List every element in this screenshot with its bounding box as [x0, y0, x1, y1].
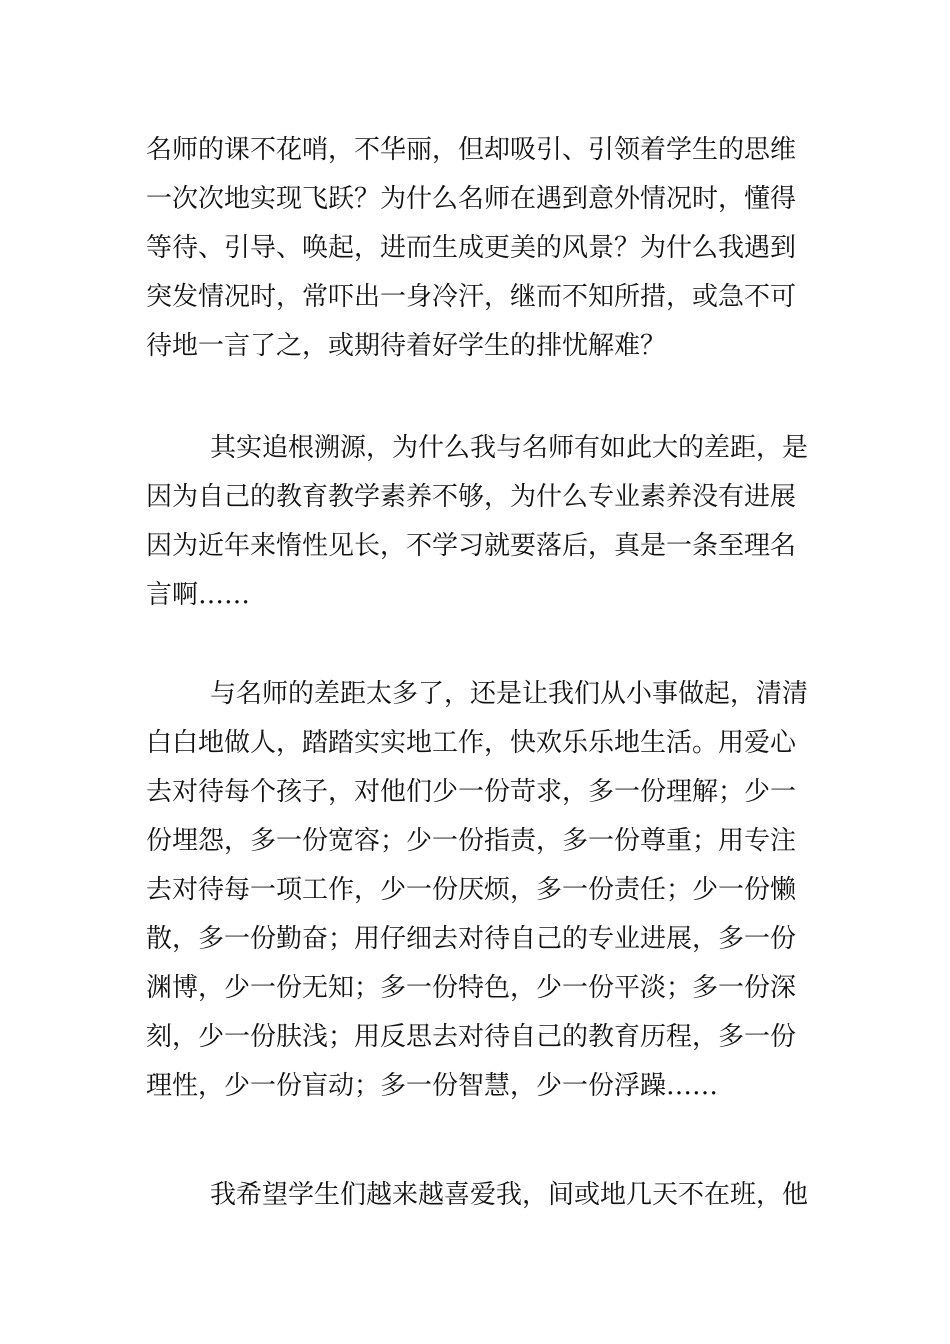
text-line: 理性，少一份盲动；多一份智慧，少一份浮躁……: [146, 1071, 719, 1101]
text-line: 突发情况时，常吓出一身冷汗，继而不知所措，或急不可: [146, 282, 797, 312]
text-line: 因为近年来惰性见长，不学习就要落后，真是一条至理名: [146, 531, 797, 561]
paragraph-1: [146, 126, 810, 371]
text-line: 散，多一份勤奋；用仔细去对待自己的专业进展，多一份: [146, 924, 797, 954]
text-line: 言啊……: [146, 580, 251, 610]
paragraph-2: [146, 424, 810, 620]
text-line: 一次次地实现飞跃？为什么名师在遇到意外情况时，懂得: [146, 184, 797, 214]
text-line: 与名师的差距太多了，还是让我们从小事做起，清清: [210, 679, 809, 709]
text-line: 刻，少一份肤浅；用反思去对待自己的教育历程，多一份: [146, 1022, 797, 1052]
text-line: 份埋怨，多一份宽容；少一份指责，多一份尊重；用专注: [146, 826, 797, 856]
text-line: 我希望学生们越来越喜爱我，间或地几天不在班，他: [210, 1180, 809, 1210]
text-line: 因为自己的教育教学素养不够，为什么专业素养没有进展: [146, 482, 797, 512]
text-line: 名师的课不花哨，不华丽，但却吸引、引领着学生的思维: [146, 135, 797, 165]
text-line: 待地一言了之，或期待着好学生的排忧解难？: [146, 331, 667, 361]
text-line: 白白地做人，踏踏实实地工作，快欢乐乐地生活。用爱心: [146, 728, 797, 758]
text-line: 渊博，少一份无知；多一份特色，少一份平淡；多一份深: [146, 973, 797, 1003]
text-line: 其实追根溯源，为什么我与名师有如此大的差距，是: [210, 433, 809, 463]
text-line: 去对待每一项工作，少一份厌烦，多一份责任；少一份懒: [146, 875, 797, 905]
text-line: 去对待每个孩子，对他们少一份苛求，多一份理解；少一: [146, 777, 797, 807]
text-line: 等待、引导、唤起，进而生成更美的风景？为什么我遇到: [146, 233, 797, 263]
paragraph-4: [146, 1171, 810, 1220]
paragraph-3: [146, 670, 810, 1111]
